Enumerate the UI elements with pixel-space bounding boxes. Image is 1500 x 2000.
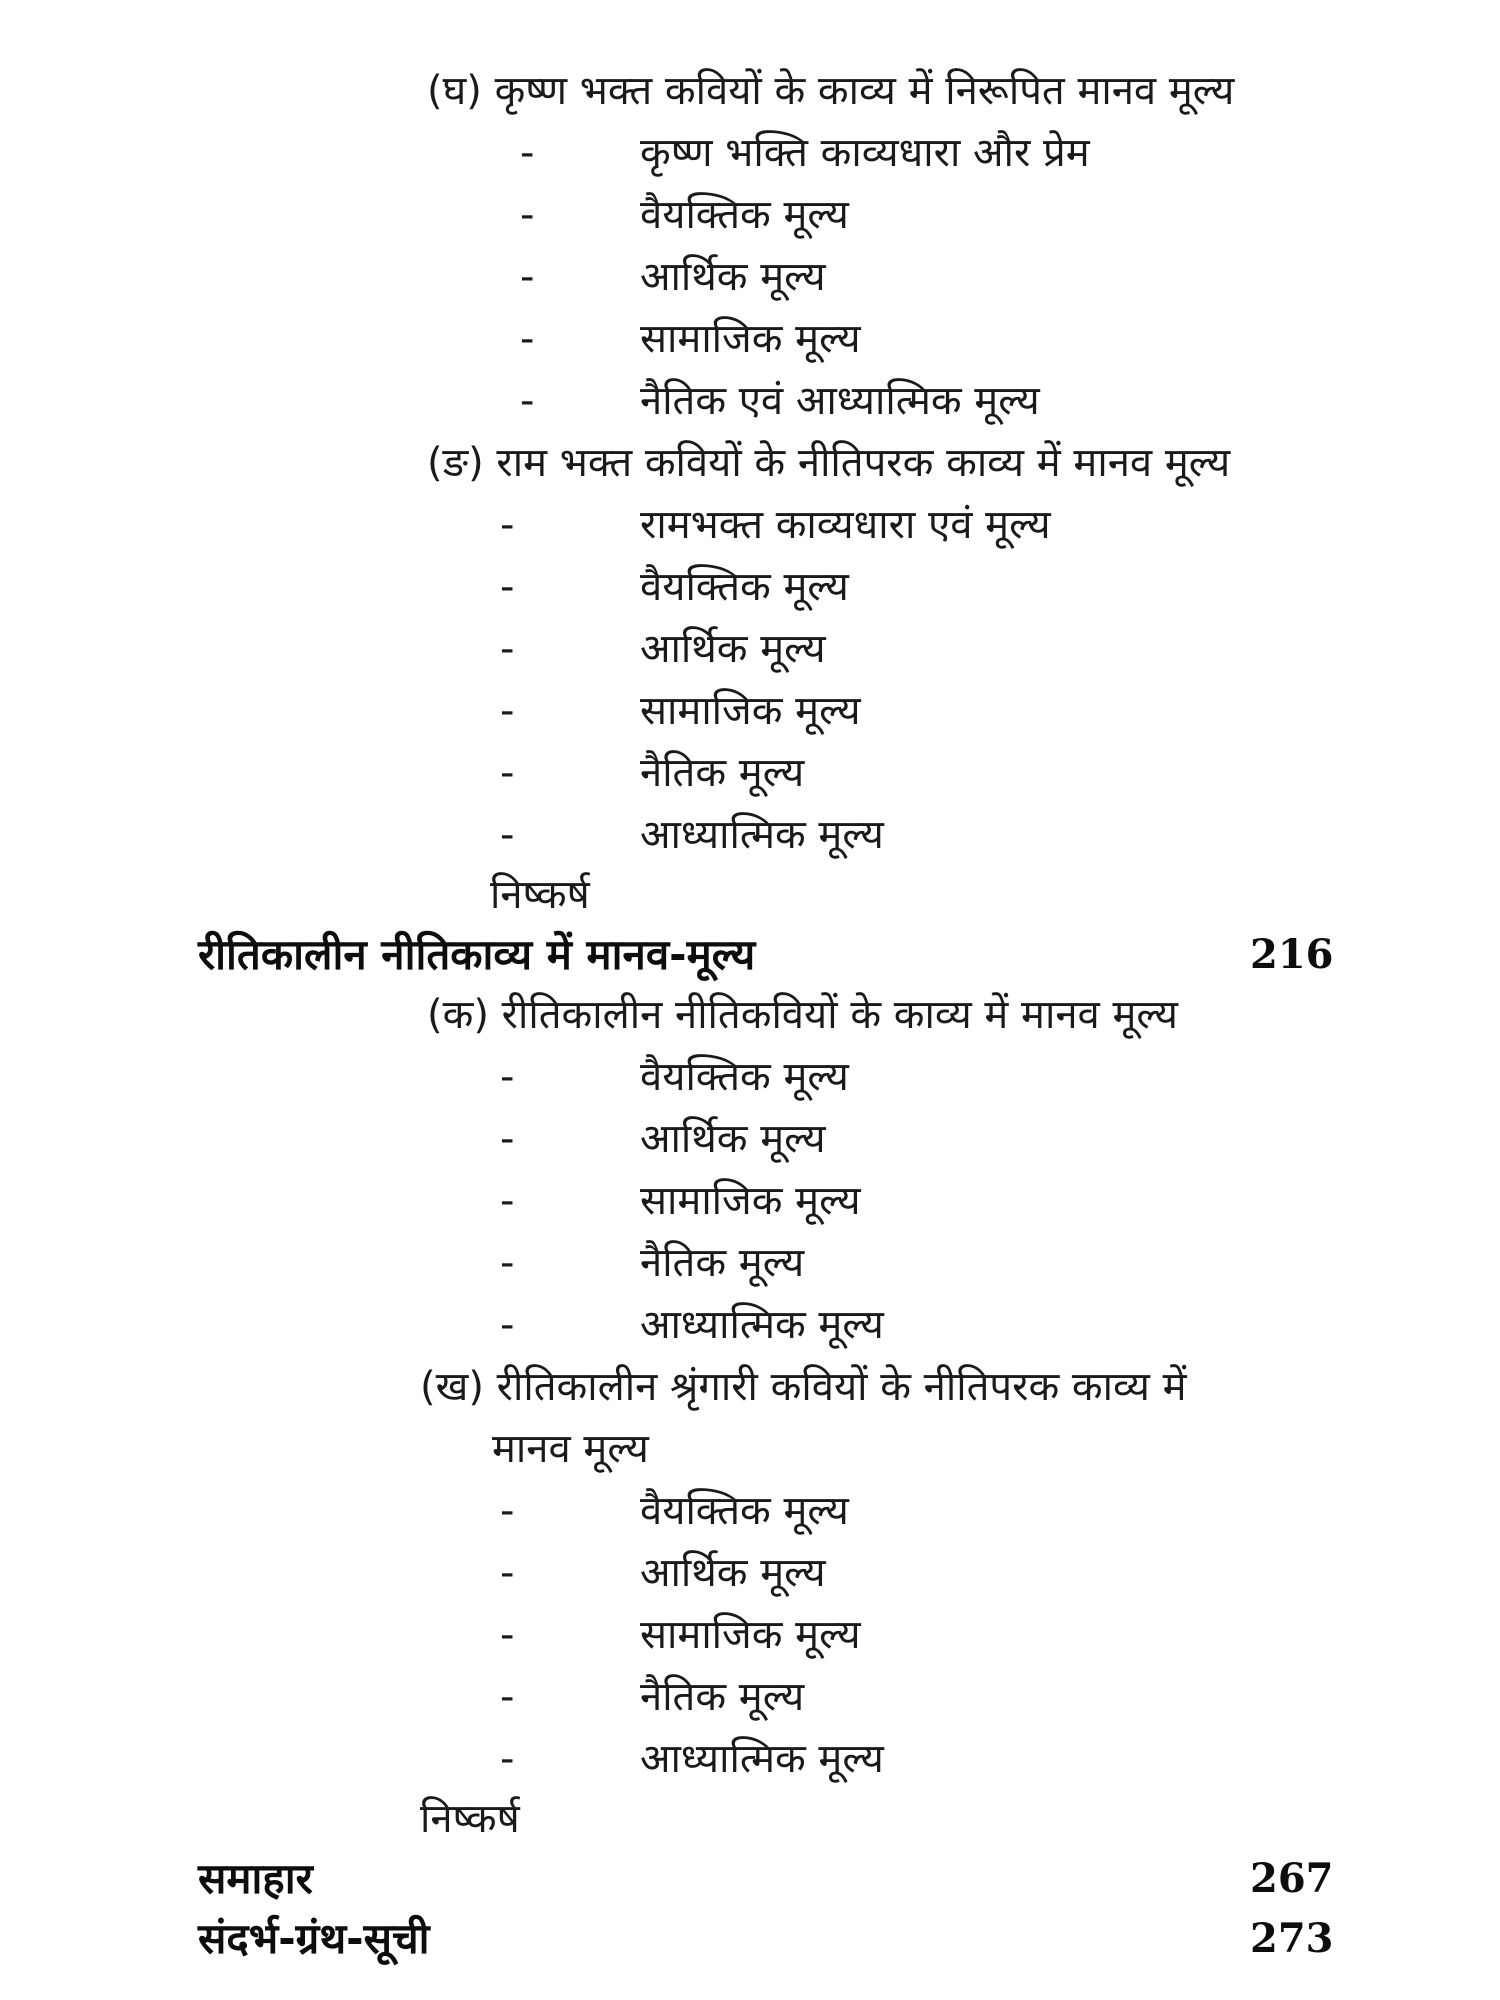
list-item: वैयक्तिक मूल्य — [640, 1488, 849, 1534]
list-item: सामाजिक मूल्य — [640, 316, 861, 362]
conclusion-label: निष्कर्ष — [420, 1796, 520, 1842]
list-item: रामभक्त काव्यधारा एवं मूल्य — [640, 502, 1051, 548]
list-item: सामाजिक मूल्य — [640, 1178, 861, 1224]
list-dash: - — [500, 1116, 515, 1162]
conclusion-label: निष्कर्ष — [490, 872, 590, 918]
list-dash: - — [520, 254, 535, 300]
list-dash: - — [520, 192, 535, 238]
list-dash: - — [520, 378, 535, 424]
section-heading-nga: (ङ) राम भक्त कवियों के नीतिपरक काव्य में मानव मूल्य — [427, 440, 1231, 486]
chapter-title: रीतिकालीन नीतिकाव्य में मानव-मूल्य — [198, 930, 756, 979]
samahar-page-number: 267 — [1250, 1855, 1334, 1902]
list-dash: - — [500, 1612, 515, 1658]
list-dash: - — [500, 1674, 515, 1720]
list-item: आर्थिक मूल्य — [640, 1116, 826, 1162]
list-dash: - — [500, 564, 515, 610]
list-item: सामाजिक मूल्य — [640, 1612, 861, 1658]
list-dash: - — [500, 1302, 515, 1348]
list-dash: - — [500, 1550, 515, 1596]
bibliography-title: संदर्भ-ग्रंथ-सूची — [198, 1914, 430, 1963]
list-item: आर्थिक मूल्य — [640, 1550, 826, 1596]
list-dash: - — [500, 1178, 515, 1224]
list-item: आध्यात्मिक मूल्य — [640, 1302, 884, 1348]
section-heading-ka: (क) रीतिकालीन नीतिकवियों के काव्य में मानव मूल्य — [427, 992, 1178, 1038]
list-dash: - — [500, 1240, 515, 1286]
list-item: नैतिक मूल्य — [640, 1674, 805, 1720]
list-dash: - — [500, 688, 515, 734]
list-dash: - — [500, 1488, 515, 1534]
list-item: वैयक्तिक मूल्य — [640, 192, 849, 238]
list-item: आध्यात्मिक मूल्य — [640, 812, 884, 858]
samahar-title: समाहार — [198, 1854, 313, 1903]
list-item: वैयक्तिक मूल्य — [640, 1054, 849, 1100]
list-item: कृष्ण भक्ति काव्यधारा और प्रेम — [640, 130, 1090, 176]
list-dash: - — [500, 502, 515, 548]
list-dash: - — [520, 130, 535, 176]
section-heading-kha: (ख) रीतिकालीन श्रृंगारी कवियों के नीतिपरक काव्य में — [420, 1364, 1187, 1410]
list-item: नैतिक मूल्य — [640, 1240, 805, 1286]
list-item: आध्यात्मिक मूल्य — [640, 1736, 884, 1782]
list-item: नैतिक एवं आध्यात्मिक मूल्य — [640, 378, 1040, 424]
list-item: नैतिक मूल्य — [640, 750, 805, 796]
list-dash: - — [500, 812, 515, 858]
list-item: वैयक्तिक मूल्य — [640, 564, 849, 610]
list-dash: - — [500, 626, 515, 672]
list-dash: - — [520, 316, 535, 362]
bibliography-page-number: 273 — [1250, 1915, 1334, 1962]
section-heading-kha-continued: मानव मूल्य — [492, 1426, 649, 1472]
chapter-page-number: 216 — [1250, 931, 1334, 978]
list-dash: - — [500, 1736, 515, 1782]
list-item: सामाजिक मूल्य — [640, 688, 861, 734]
list-dash: - — [500, 750, 515, 796]
list-dash: - — [500, 1054, 515, 1100]
list-item: आर्थिक मूल्य — [640, 626, 826, 672]
list-item: आर्थिक मूल्य — [640, 254, 826, 300]
section-heading-gha: (घ) कृष्ण भक्त कवियों के काव्य में निरूपित मानव मूल्य — [427, 68, 1235, 114]
